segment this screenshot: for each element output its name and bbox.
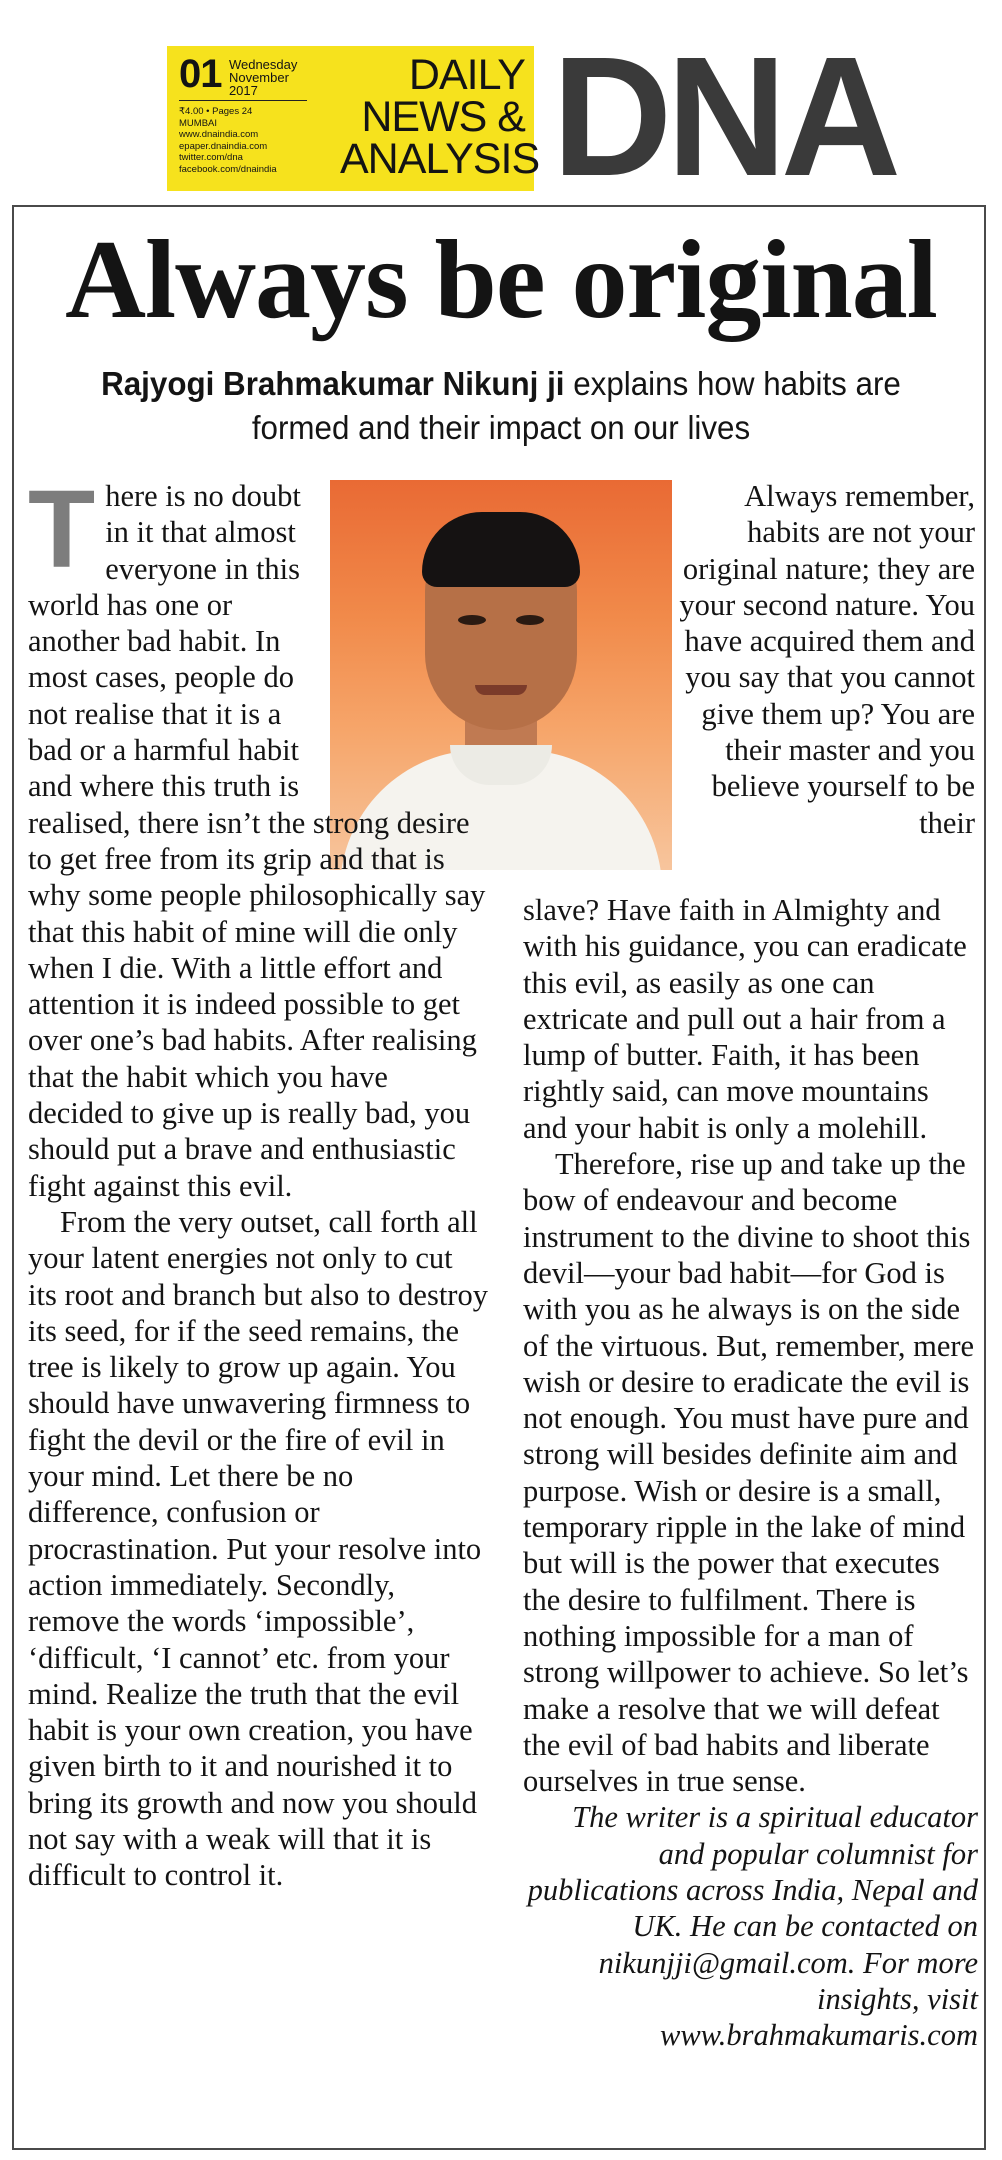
drop-cap: T (28, 468, 96, 591)
date-text (229, 58, 297, 97)
author-name: Rajyogi Brahmakumar Nikunj ji (101, 365, 565, 402)
price-pages: ₹4.00 • Pages 24 (179, 106, 253, 117)
left-column (28, 468, 488, 1894)
headline: Always be original (65, 218, 937, 342)
right-column (523, 892, 978, 2054)
brand-line-daily: DAILY (408, 51, 525, 99)
right-continued-paragraph: slave? Have faith in Almighty and with his guidance, you can eradicate this evil, as easily as one can extricate and pull out a hair from a lump of butter. Faith, it has been rightly said, can move mountains and your habit is only a molehill. (523, 893, 967, 1145)
weekday: Wednesday (228, 57, 298, 72)
left-opening-paragraph (28, 468, 318, 805)
right-opening-paragraph: Always remember, habits are not your original nature; they are your second nature. You have acquired them and you say that you cannot give them up? You are their master and you believe yourself to be their (679, 479, 975, 840)
right-column-top (675, 478, 975, 841)
brand-name (340, 51, 540, 183)
dna-logo: DNA (552, 22, 896, 212)
website-link: www.dnaindia.com (179, 129, 259, 140)
year: 2017 (228, 83, 258, 98)
right-second-paragraph: Therefore, rise up and take up the bow of endeavour and become instrument to the divine to shoot this devil—your bad habit—for God is with you as he always is on the side of the virtuous. But, remember, mere wish or desire to eradicate the evil is not enough. You must have pure and strong will besides definite aim and purpose. Wish or desire is a small, temporary ripple in the lake of mind but will is the power that executes the desire to fulfilment. There is nothing impossible for a man of strong willpower to achieve. So let’s make a resolve that we will defeat the evil of bad habits and liberate ourselves in true sense. (523, 1147, 975, 1799)
facebook-link: facebook.com/dnaindia (179, 163, 277, 175)
edition-city: MUMBAI (179, 117, 217, 129)
left-second-paragraph: From the very outset, call forth all your latent energies not only to cut its root and branch but also to destroy its seed, for if the seed remains, the tree is likely to grow up again. You should have unwavering firmness to fight the devil or the fire of evil in your mind. Let there be no difference, confusion or procrastination. Put your resolve into action immediately. Secondly, remove the words ‘impossible’, ‘difficult, ‘I cannot’ etc. from your mind. Realize the truth that the evil habit is your own creation, you have given birth to it and nourished it to bring its growth and now you should not say with a weak will that it is difficult to control it. (28, 1204, 488, 1893)
masthead-yellow-panel (167, 46, 540, 191)
date-block (179, 54, 319, 175)
standfirst-text: explains how habits are formed and their impact on our lives (251, 365, 901, 446)
date-divider (179, 100, 307, 101)
month: November (228, 70, 289, 85)
date-number: 01 (179, 52, 222, 96)
masthead (167, 22, 896, 212)
photo-right-eye (516, 615, 544, 625)
twitter-link: twitter.com/dna (179, 152, 243, 163)
left-continued-paragraph: realised, there isn’t the strong desire to get free from its grip and that is why some people philosophically say that this habit of mine will die only when I die. With a little effort and attention it is indeed possible to get over one’s bad habits. After realising that the habit which you have decided to give up is really bad, you should put a brave and enthusiastic fight against this evil. (28, 805, 486, 1203)
writer-note: The writer is a spiritual educator and popular columnist for publications across India, Nepal and UK. He can be contacted on nikunjji@gmail.com. For more insights, visit www.brahmakumaris.com (527, 1800, 978, 2053)
left-opening-text: here is no doubt in it that almost everyone in this world has one or another bad habit. In most cases, people do not realise that it is a bad or a harmful habit and where this truth is (28, 479, 301, 804)
brand-line-analysis: ANALYSIS (340, 135, 540, 183)
edition-meta (179, 106, 319, 175)
epaper-link: epaper.dnaindia.com (179, 140, 268, 152)
standfirst (54, 362, 949, 450)
brand-line-news: NEWS & (361, 93, 525, 141)
